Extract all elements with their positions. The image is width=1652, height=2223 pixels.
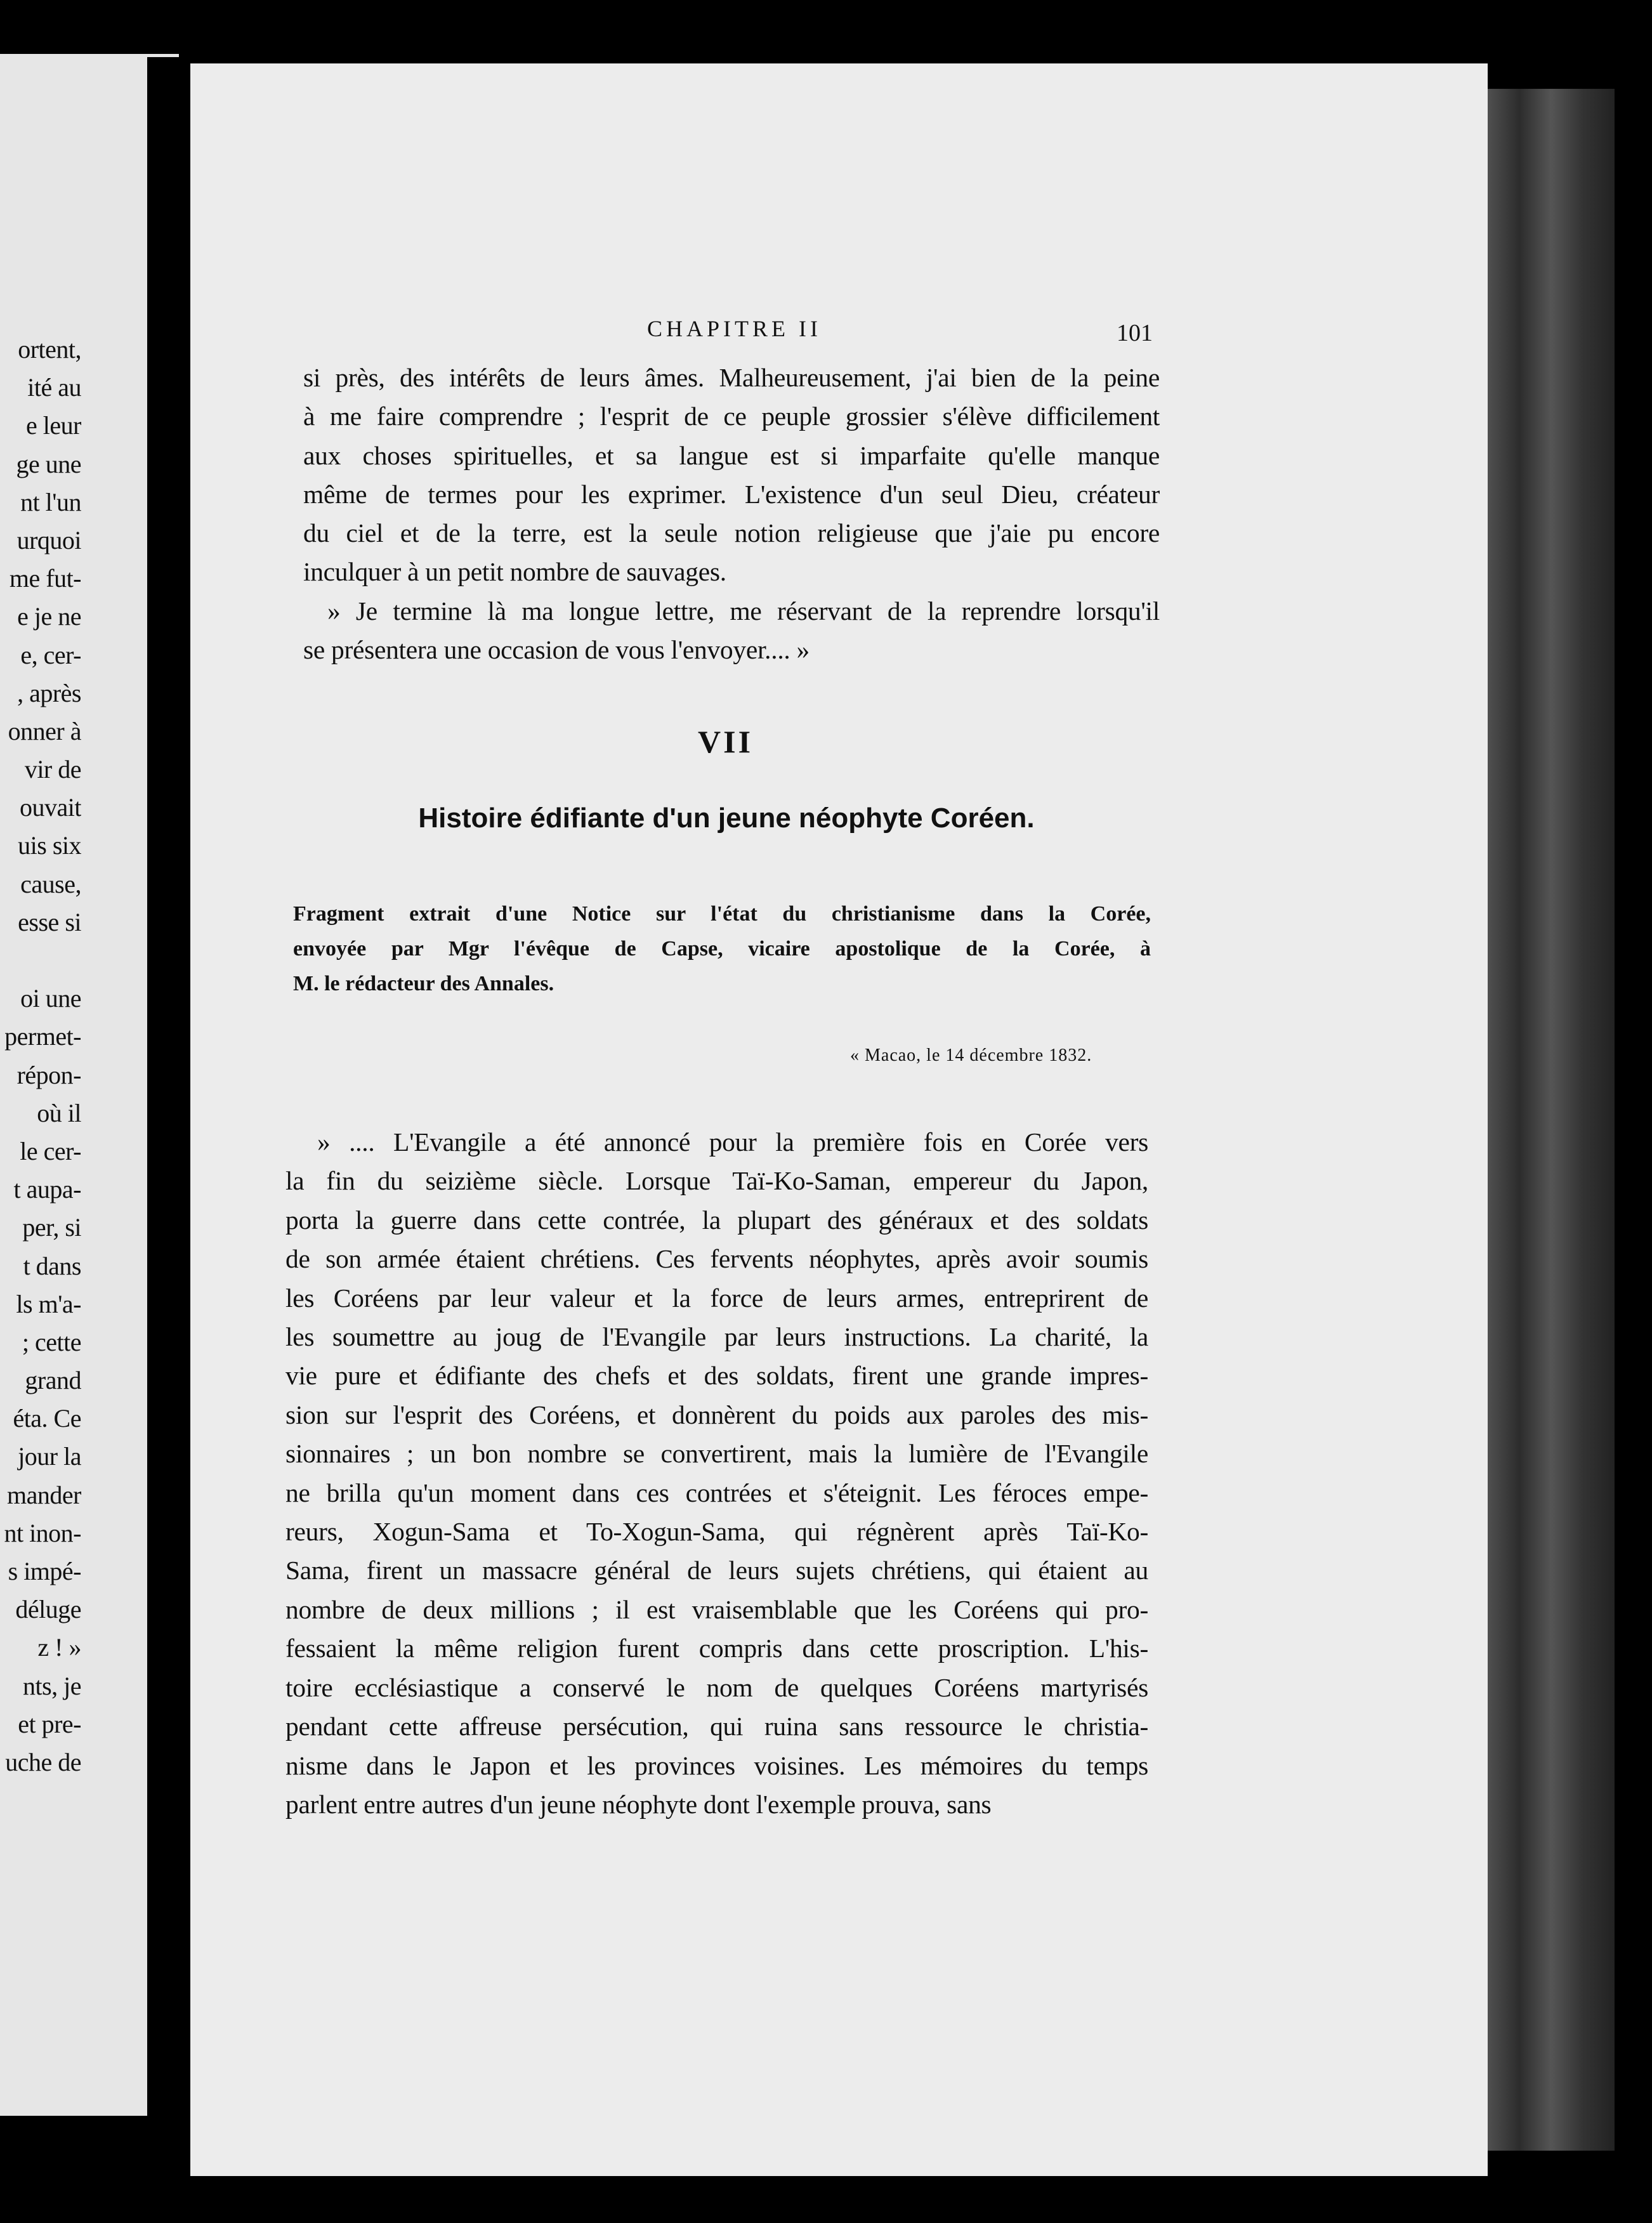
left-page-line: ge une: [16, 449, 81, 478]
left-page-text: [0, 331, 81, 1781]
text-line: les soumettre au joug de l'Evangile par leurs instructions. La charité, la: [285, 1322, 1148, 1352]
text-line: se présentera une occasion de vous l'envoyer.... »: [303, 635, 810, 665]
left-page-line: t aupa-: [13, 1175, 81, 1204]
fragment-note: [293, 896, 1151, 1001]
left-page-line: cause,: [20, 869, 81, 898]
text-line: du ciel et de la terre, est la seule notion religieuse que j'aie pu encore: [303, 518, 1160, 548]
text-line: si près, des intérêts de leurs âmes. Malheureusement, j'ai bien de la peine: [303, 363, 1160, 392]
text-line: à me faire comprendre ; l'esprit de ce peuple grossier s'élève difficilement: [303, 402, 1160, 431]
text-line: toire ecclésiastique a conservé le nom de quelques Coréens martyrisés: [285, 1672, 1148, 1702]
text-line: » .... L'Evangile a été annoncé pour la première fois en Corée vers: [317, 1127, 1148, 1157]
paragraph-2: [285, 1123, 1148, 1824]
left-page-line: z ! »: [37, 1633, 81, 1662]
text-line: parlent entre autres d'un jeune néophyte dont l'exemple prouva, sans: [285, 1789, 992, 1819]
left-page-line: ; cette: [22, 1327, 81, 1356]
left-page-line: mander: [7, 1480, 81, 1509]
text-line: fessaient la même religion furent compris dans cette proscription. L'his-: [285, 1634, 1148, 1663]
left-page-line: [0, 941, 81, 980]
text-line: reurs, Xogun-Sama et To-Xogun-Sama, qui régnèrent après Taï-Ko-: [285, 1517, 1148, 1547]
left-page-line: vir de: [24, 755, 81, 784]
left-page-line: urquoi: [16, 525, 81, 554]
left-page-line: nt l'un: [20, 487, 81, 516]
left-page-line: oi une: [20, 984, 81, 1013]
text-line: Sama, firent un massacre général de leurs sujets chrétiens, qui étaient au: [285, 1556, 1148, 1585]
left-page-line: éta. Ce: [13, 1404, 81, 1433]
text-line: la fin du seizième siècle. Lorsque Taï-Ko-Saman, empereur du Japon,: [285, 1166, 1148, 1196]
text-line: sionnaires ; un bon nombre se convertirent, mais la lumière de l'Evangile: [285, 1439, 1148, 1469]
left-page-line: ortent,: [18, 335, 81, 364]
text-line: inculquer à un petit nombre de sauvages.: [303, 557, 726, 587]
left-page-line: déluge: [15, 1595, 81, 1624]
running-header: CHAPITRE II: [647, 316, 822, 341]
text-line: aux choses spirituelles, et sa langue est si imparfaite qu'elle manque: [303, 440, 1160, 470]
text-line: sion sur l'esprit des Coréens, et donnèrent du poids aux paroles des mis-: [285, 1400, 1148, 1429]
left-page-line: uche de: [5, 1747, 81, 1776]
left-page-line: e, cer-: [20, 640, 81, 669]
left-page-line: , après: [17, 678, 81, 707]
left-page-line: per, si: [22, 1213, 81, 1242]
left-page-line: répon-: [16, 1060, 81, 1089]
left-page-line: ouvait: [20, 793, 81, 822]
note-line: envoyée par Mgr l'évêque de Capse, vicaire apostolique de la Corée, à: [293, 937, 1151, 961]
note-line: M. le rédacteur des Annales.: [293, 972, 554, 995]
text-line: de son armée étaient chrétiens. Ces fervents néophytes, après avoir soumis: [285, 1244, 1148, 1274]
book-gutter: [147, 57, 193, 2119]
left-page-line: permet-: [4, 1022, 81, 1051]
left-page-line: où il: [37, 1098, 81, 1127]
left-page-line: ité au: [27, 373, 81, 402]
text-line: pendant cette affreuse persécution, qui ruina sans ressource le christia-: [285, 1712, 1148, 1741]
text-line: les Coréens par leur valeur et la force de leurs armes, entreprirent de: [285, 1283, 1148, 1313]
left-page-line: ls m'a-: [16, 1289, 81, 1318]
text-line: nisme dans le Japon et les provinces voisines. Les mémoires du temps: [285, 1750, 1148, 1780]
text-line: » Je termine là ma longue lettre, me réservant de la reprendre lorsqu'il: [327, 596, 1160, 626]
paragraph-1: [303, 358, 1160, 669]
note-line: Fragment extrait d'une Notice sur l'état du christianisme dans la Corée,: [293, 902, 1151, 926]
section-number: VII: [698, 724, 754, 759]
left-page-line: uis six: [18, 831, 81, 860]
text-line: même de termes pour les exprimer. L'existence d'un seul Dieu, créateur: [303, 479, 1160, 509]
text-line: nombre de deux millions ; il est vraisemblable que les Coréens qui pro-: [285, 1594, 1148, 1624]
text-line: ne brilla qu'un moment dans ces contrées et s'éteignit. Les féroces empe-: [285, 1478, 1148, 1507]
page-number: 101: [1117, 320, 1153, 346]
text-line: porta la guerre dans cette contrée, la plupart des généraux et des soldats: [285, 1205, 1148, 1235]
left-page-line: s impé-: [8, 1557, 81, 1585]
left-page-line: jour la: [18, 1442, 81, 1471]
dateline: « Macao, le 14 décembre 1832.: [850, 1046, 1092, 1065]
text-line: vie pure et édifiante des chefs et des soldats, firent une grande impres-: [285, 1361, 1148, 1391]
left-page-line: le cer-: [20, 1136, 81, 1165]
left-page-line: e leur: [26, 411, 81, 440]
section-title: Histoire édifiante d'un jeune néophyte Coréen.: [418, 803, 1035, 834]
left-page-line: grand: [25, 1366, 81, 1395]
left-page-line: t dans: [23, 1251, 81, 1280]
left-page-line: e je ne: [17, 602, 81, 631]
left-page-line: et pre-: [18, 1709, 81, 1738]
left-page-line: esse si: [18, 907, 81, 936]
left-page-line: onner à: [8, 716, 81, 745]
left-page-line: nt inon-: [4, 1518, 81, 1547]
left-page-line: nts, je: [22, 1671, 81, 1700]
left-page-line: me fut-: [9, 564, 81, 593]
